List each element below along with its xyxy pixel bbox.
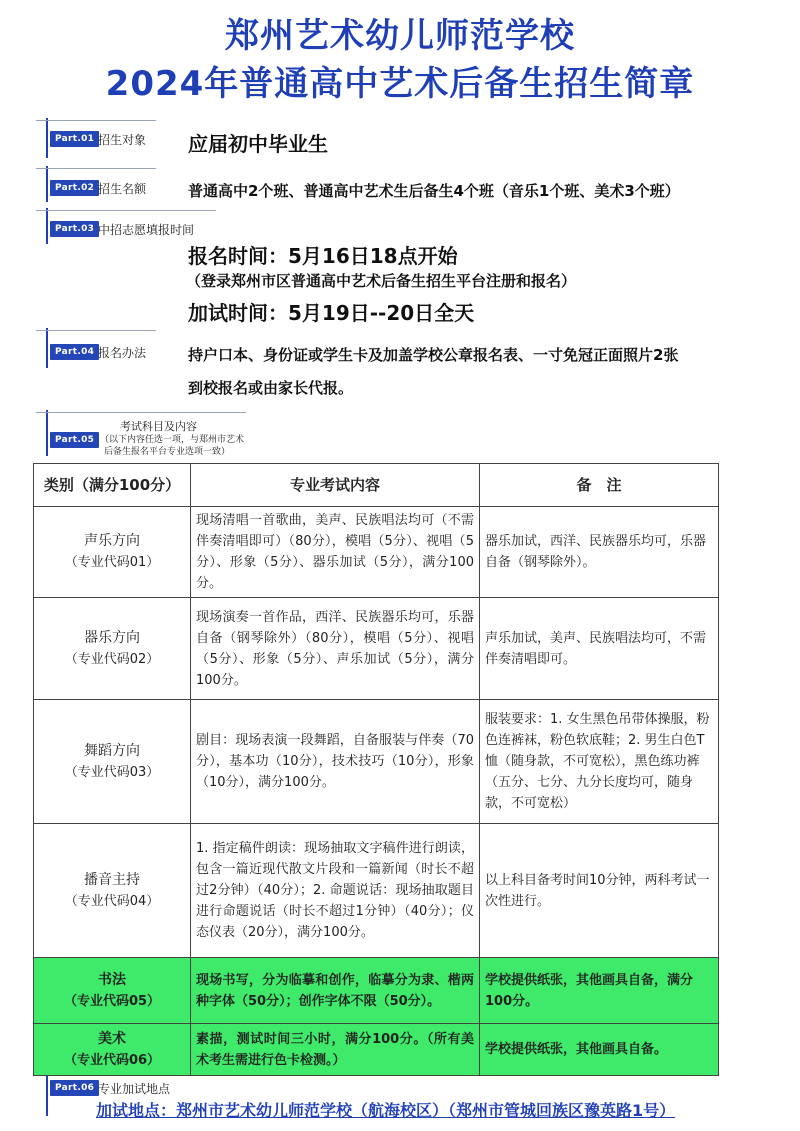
table-row	[34, 507, 719, 598]
target-text: 应届初中毕业生	[188, 132, 328, 156]
method-line-1: 持户口本、身份证或学生卡及加盖学校公章报名表、一寸免冠正面照片2张	[188, 346, 679, 364]
category-name: 书法	[98, 971, 126, 988]
content-cell: 1. 指定稿件朗读：现场抽取文字稿件进行朗读，包含一篇近现代散文片段和一篇新闻（时长不超过2分钟）（40分）；2. 命题说话：现场抽取题目进行命题说话（时长不超过1分钟）（40分）；仪态仪表（20分），满分100分。	[191, 824, 480, 958]
category-name: 器乐方向	[84, 629, 140, 646]
exam-address: 加试地点：郑州市艺术幼儿师范学校（航海校区）（郑州市管城回族区豫英路1号）	[96, 1101, 676, 1120]
part-05-sublabel-1: （以下内容任选一项，与郑州市艺术	[100, 435, 245, 445]
signup-time: 报名时间：5月16日18点开始	[188, 244, 458, 268]
header-content: 专业考试内容	[191, 464, 480, 507]
exam-table	[33, 463, 719, 1076]
table-header-row	[34, 464, 719, 507]
part-06-badge: Part.06	[50, 1080, 99, 1096]
part-divider	[46, 1076, 48, 1116]
part-06-label: 专业加试地点	[98, 1082, 171, 1096]
part-05-label: 考试科目及内容	[120, 420, 197, 433]
category-cell	[34, 507, 191, 598]
method-line-2: 到校报名或由家长代报。	[188, 379, 354, 397]
category-name: 舞蹈方向	[84, 742, 140, 759]
part-divider	[46, 208, 48, 244]
part-03-badge: Part.03	[50, 221, 99, 237]
table-row	[34, 598, 719, 700]
part-divider	[46, 118, 48, 158]
category-name: 美术	[98, 1030, 126, 1047]
category-name: 声乐方向	[84, 533, 140, 549]
part-divider	[46, 410, 48, 456]
part-rule	[36, 330, 156, 331]
part-rule	[36, 168, 156, 169]
part-02-badge: Part.02	[50, 180, 99, 196]
part-rule	[36, 412, 246, 413]
part-05-badge: Part.05	[50, 432, 99, 448]
content-cell: 现场清唱一首歌曲，美声、民族唱法均可（不需伴奏清唱即可）（80分），模唱（5分）、视唱（5分）、形象（5分）、器乐加试（5分），满分100分。	[191, 507, 480, 598]
part-divider	[46, 166, 48, 202]
content-cell: 现场书写，分为临摹和创作，临摹分为隶、楷两种字体（50分）；创作字体不限（50分）。	[191, 958, 480, 1024]
category-code: （专业代码02）	[64, 651, 160, 667]
table-row	[34, 700, 719, 824]
table-row	[34, 958, 719, 1024]
part-02-label: 招生名额	[98, 182, 147, 196]
category-cell	[34, 700, 191, 824]
note-cell: 以上科目备考时间10分钟，两科考试一次性进行。	[480, 824, 719, 958]
header-category: 类别（满分100分）	[34, 464, 191, 507]
part-04-badge: Part.04	[50, 344, 99, 360]
part-divider	[46, 328, 48, 368]
part-03-label: 中招志愿填报时间	[98, 223, 195, 237]
content-cell: 素描，测试时间三小时，满分100分。（所有美术考生需进行色卡检测。）	[191, 1024, 480, 1076]
part-04-label: 报名办法	[98, 346, 147, 360]
category-cell	[34, 958, 191, 1024]
category-code: （专业代码06）	[63, 1052, 161, 1068]
category-name: 播音主持	[84, 871, 140, 888]
part-05-sublabel-2: 后备生报名平台专业选项一致）	[104, 447, 231, 457]
note-cell: 学校提供纸张，其他画具自备。	[480, 1024, 719, 1076]
part-01-label: 招生对象	[98, 133, 147, 147]
content-cell: 现场演奏一首作品，西洋、民族器乐均可，乐器自备（钢琴除外）（80分），模唱（5分）、视唱（5分）、形象（5分）、声乐加试（5分），满分100分。	[191, 598, 480, 700]
part-rule	[36, 120, 156, 121]
category-code: （专业代码03）	[64, 764, 160, 780]
content-cell: 剧目：现场表演一段舞蹈，自备服装与伴奏（70分），基本功（10分），技术技巧（10分），形象（10分），满分100分。	[191, 700, 480, 824]
part-rule	[36, 210, 216, 211]
header-note: 备 注	[480, 464, 719, 507]
table-row	[34, 1024, 719, 1076]
note-cell: 学校提供纸张，其他画具自备，满分100分。	[480, 958, 719, 1024]
category-cell	[34, 598, 191, 700]
part-01-badge: Part.01	[50, 131, 99, 147]
note-cell: 服装要求：1. 女生黑色吊带体操服，粉色连裤袜，粉色软底鞋；2. 男生白色T恤（随身款，不可宽松），黑色练功裤（五分、七分、九分长度均可，随身款，不可宽松）	[480, 700, 719, 824]
exam-time: 加试时间：5月19日--20日全天	[188, 301, 475, 325]
signup-note: （登录郑州市区普通高中艺术后备生招生平台注册和报名）	[186, 272, 577, 290]
page-title-2: 2024年普通高中艺术后备生招生简章	[105, 64, 695, 104]
category-code: （专业代码04）	[64, 893, 160, 909]
category-code: （专业代码01）	[64, 555, 160, 570]
page-title-1: 郑州艺术幼儿师范学校	[225, 16, 575, 56]
category-cell	[34, 824, 191, 958]
category-code: （专业代码05）	[63, 993, 161, 1009]
table-row	[34, 824, 719, 958]
category-cell	[34, 1024, 191, 1076]
note-cell: 器乐加试，西洋、民族器乐均可，乐器自备（钢琴除外）。	[480, 507, 719, 598]
quota-text: 普通高中2个班、普通高中艺术生后备生4个班（音乐1个班、美术3个班）	[188, 182, 680, 200]
note-cell: 声乐加试，美声、民族唱法均可，不需伴奏清唱即可。	[480, 598, 719, 700]
